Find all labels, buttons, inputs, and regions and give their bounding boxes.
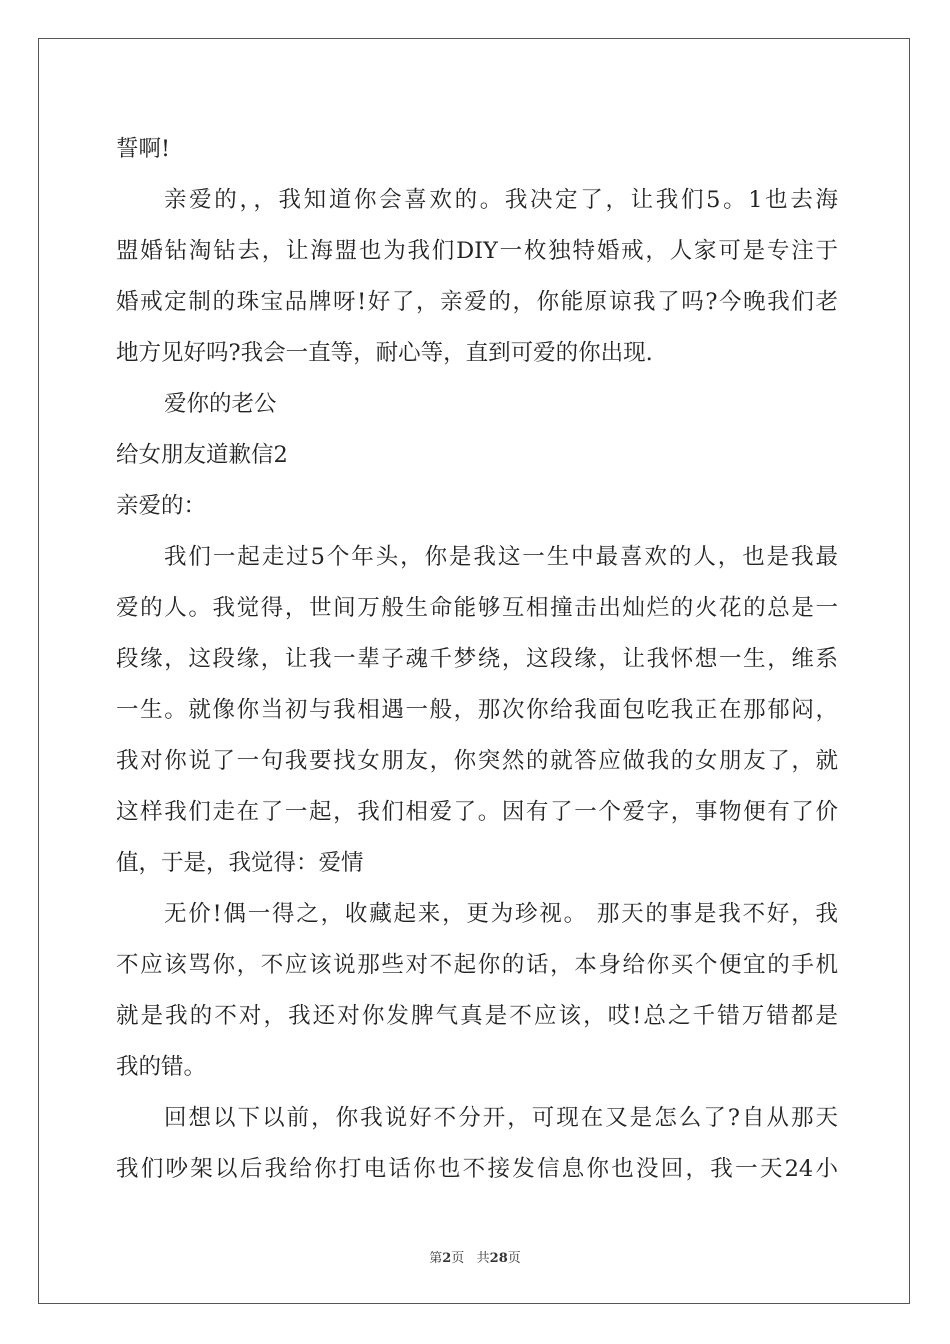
footer-middle: 页 共 <box>451 1251 490 1266</box>
text-line: 我的错。 <box>116 1054 207 1080</box>
text-line: 这样我们走在了一起，我们相爱了。因有了一个爱字，事物便有了价 <box>116 799 838 825</box>
text-line: 爱你的老公 <box>164 391 277 417</box>
text-line: 亲爱的： <box>116 493 207 519</box>
footer-current-page: 2 <box>442 1251 452 1266</box>
text-line: 回想以下以前，你我说好不分开，可现在又是怎么了?自从那天 <box>164 1105 838 1131</box>
footer-suffix: 页 <box>507 1251 521 1266</box>
text-line: 无价!偶一得之，收藏起来，更为珍视。 那天的事是我不好，我 <box>164 901 838 927</box>
page-footer <box>0 1247 950 1266</box>
text-line: 我对你说了一句我要找女朋友，你突然的就答应做我的女朋友了，就 <box>116 748 838 774</box>
text-line: 我们一起走过5个年头，你是我这一生中最喜欢的人，也是我最 <box>164 544 838 570</box>
text-line: 段缘，这段缘，让我一辈子魂千梦绕，这段缘，让我怀想一生，维系 <box>116 646 838 672</box>
text-line: 我们吵架以后我给你打电话你也不接发信息你也没回，我一天24小 <box>116 1156 838 1182</box>
text-line: 值，于是，我觉得：爱情 <box>116 850 364 876</box>
text-line: 就是我的不对，我还对你发脾气真是不应该，哎!总之千错万错都是 <box>116 1003 838 1029</box>
text-line: 婚戒定制的珠宝品牌呀!好了，亲爱的，你能原谅我了吗?今晚我们老 <box>116 289 838 315</box>
text-line: 一生。就像你当初与我相遇一般，那次你给我面包吃我正在那郁闷， <box>116 697 838 723</box>
document-body <box>116 124 838 1195</box>
text-line: 爱的人。我觉得，世间万般生命能够互相撞击出灿烂的火花的总是一 <box>116 595 838 621</box>
text-line: 亲爱的，，我知道你会喜欢的。我决定了，让我们5。1也去海 <box>164 187 838 213</box>
text-line: 誓啊! <box>116 136 171 162</box>
text-line: 盟婚钻淘钻去，让海盟也为我们DIY一枚独特婚戒，人家可是专注于 <box>116 238 838 264</box>
text-line: 给女朋友道歉信2 <box>116 442 288 468</box>
footer-prefix: 第 <box>429 1251 443 1266</box>
text-line: 不应该骂你，不应该说那些对不起你的话，本身给你买个便宜的手机 <box>116 952 838 978</box>
text-line: 地方见好吗?我会一直等，耐心等，直到可爱的你出现. <box>116 340 653 366</box>
footer-total-pages: 28 <box>489 1251 508 1266</box>
